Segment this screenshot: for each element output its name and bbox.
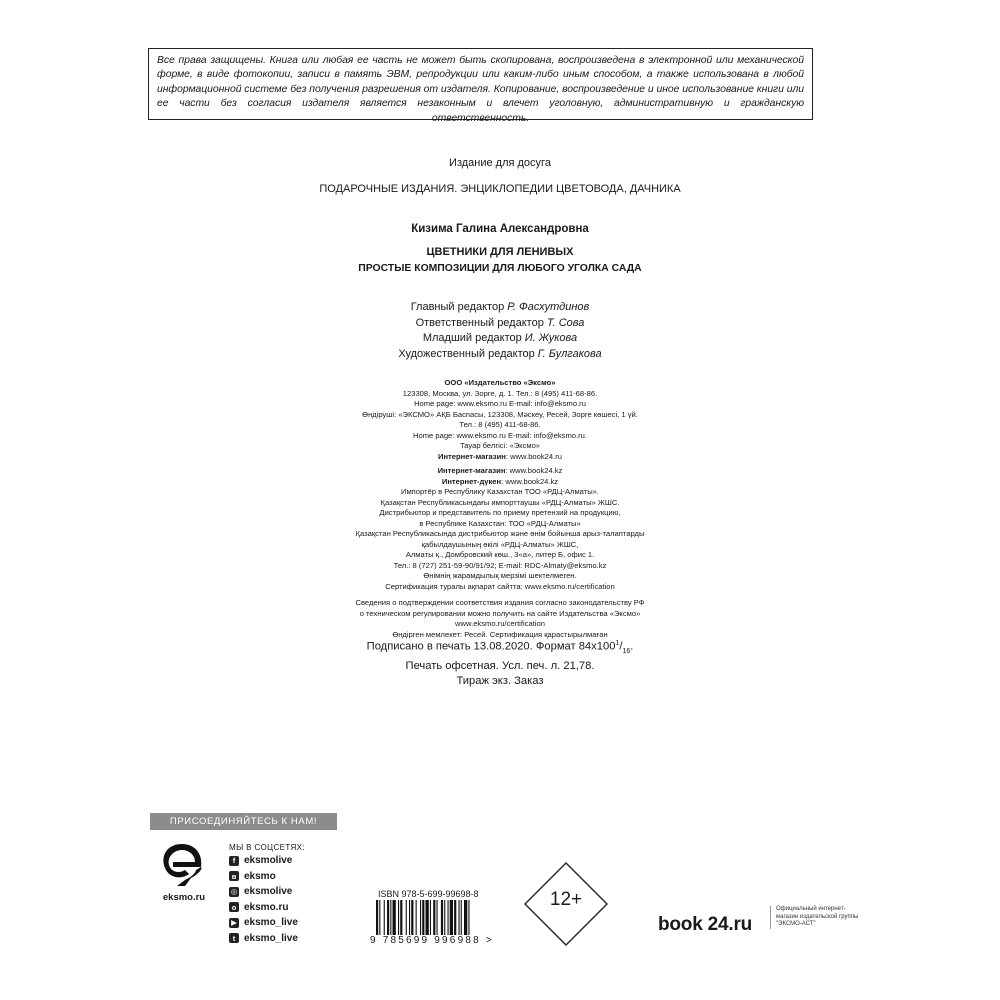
kz-line: Алматы қ., Домбровский көш., 3«а», литер Б, офис 1.: [405, 550, 595, 559]
kz-line: Дистрибьютор и представитель по приему претензий на продукцию,: [379, 508, 621, 517]
editor-role: Ответственный редактор: [415, 316, 544, 329]
barcode-bar: [390, 900, 391, 936]
cert-line: Өндірген мемлекет: Ресей. Сертификация қарастырылмаған: [392, 629, 608, 639]
instagram-icon: ◎: [230, 887, 238, 897]
book24-note: Официальный интернет-магазин издательской группы "ЭКСМО-АСТ": [770, 906, 866, 929]
publisher-name: ООО «Издательство «Эксмо»: [444, 378, 556, 387]
editor-role: Художественный редактор: [398, 347, 535, 360]
barcode-bar: [422, 900, 424, 936]
print-line-1: Подписано в печать 13.08.2020. Формат $84x100^1/_{16}$.: [366, 640, 634, 655]
barcode-bar: [376, 900, 378, 936]
editor-line: [360, 347, 640, 363]
barcode-bar: [448, 900, 449, 936]
kz-line: Қазақстан Республикасындағы импорттаушы «РДЦ-Алматы» ЖШС.: [380, 497, 620, 507]
barcode-bar: [426, 900, 429, 936]
barcode-bar: [411, 900, 413, 936]
social-label: eksmo.ru: [244, 901, 289, 913]
eksmo-logo: [155, 840, 210, 930]
print-line-end: .: [630, 640, 634, 653]
cert-line: www.eksmo.ru/certification: [455, 619, 545, 628]
publisher-imprint: [330, 378, 670, 640]
editor-name: Р. Фасхутдинов: [507, 301, 590, 313]
social-label: eksmo: [244, 870, 276, 882]
barcode-bar: [464, 900, 467, 936]
facebook-icon: f: [229, 856, 239, 866]
barcode-bar: [379, 900, 380, 936]
editor-line: [360, 300, 640, 316]
barcode-bar: [416, 900, 417, 936]
social-item-twitter[interactable]: [229, 931, 298, 947]
copyright-text: Все права защищены. Книга или любая ее часть не может быть скопирована, воспроизведена в электронной или механической форме, в виде фотокопии, записи в память ЭВМ, репродукции или каким-либо иным способом, а также использована в любой информационной системе без получения разрешения от издателя. Копирование, воспроизведение и иное использование книги или ее части без согласия издателя является незаконным и влечет уголовную, административную и гражданскую ответственность.: [157, 55, 804, 124]
editor-role: Младший редактор: [422, 332, 522, 345]
social-item-instagram[interactable]: [229, 884, 298, 900]
book-subtitle: ПРОСТЫЕ КОМПОЗИЦИИ ДЛЯ ЛЮБОГО УГОЛКА САДА: [358, 263, 642, 274]
social-list: [229, 853, 298, 946]
barcode-bar: [384, 900, 385, 936]
shop-ru-line: [330, 452, 670, 463]
author-name: Кизима Галина Александровна: [411, 223, 589, 235]
imprint-line: Өндіруші: «ЭКСМО» АҚБ Баспасы, 123308, Мәскеу, Ресей, Зорге көшесі, 1 үй.: [362, 409, 638, 419]
series-title: ПОДАРОЧНЫЕ ИЗДАНИЯ. ЭНЦИКЛОПЕДИИ ЦВЕТОВОДА, ДАЧНИКА: [319, 183, 681, 195]
barcode-bar: [430, 900, 431, 936]
isbn: ISBN 978-5-699-99698-8: [378, 889, 479, 899]
kz-line: қабылдаушының өкілі «РДЦ-Алматы» ЖШС,: [421, 539, 579, 549]
barcode-bar: [461, 900, 462, 936]
editor-name: Г. Булгакова: [537, 347, 602, 360]
barcode-bar: [468, 900, 469, 936]
shop-ru-value: : www.book24.ru: [505, 451, 562, 461]
cert-line: о техническом регулировании можно получить на сайте Издательства «Эксмо»: [359, 608, 641, 618]
social-item-ok[interactable]: [229, 900, 298, 916]
twitter-icon: t: [229, 933, 239, 943]
barcode-bar: [433, 900, 435, 936]
barcode-bar: [406, 900, 407, 936]
shop-kz2-value: : www.book24.kz: [501, 476, 559, 486]
social-label: eksmo_live: [244, 917, 298, 929]
social-label: eksmolive: [244, 886, 293, 898]
print-info: [340, 636, 660, 689]
eksmo-site[interactable]: eksmo.ru: [162, 892, 206, 903]
ok-icon: о: [229, 902, 239, 912]
book24-logo[interactable]: book 24.ru: [658, 914, 753, 935]
kz-line: Өнімнің жарамдылық мерзімі шектелмеген.: [423, 571, 577, 580]
format-numerator: 1: [615, 640, 620, 647]
editor-line: [360, 331, 640, 347]
imprint-line: Тауар белгісі: «Эксмо»: [459, 441, 541, 450]
barcode-bar: [444, 900, 445, 936]
barcode-bar: [409, 900, 410, 936]
shop-kz2-line: [330, 477, 670, 488]
shop-kz-label: Интернет-магазин: [437, 466, 506, 475]
imprint-line: 123308, Москва, ул. Зорге, д. 1. Тел.: 8 (495) 411-68-86.: [402, 388, 598, 398]
age-rating: 12+: [549, 889, 583, 910]
youtube-icon: ▶: [229, 918, 239, 928]
social-title: МЫ В СОЦСЕТЯХ:: [229, 843, 306, 852]
barcode-bar: [450, 900, 453, 936]
editor-line: [360, 316, 640, 332]
print-format: Подписано в печать 13.08.2020. Формат 84x100: [366, 640, 616, 653]
print-line-2: Печать офсетная. Усл. печ. л. 21,78.: [405, 659, 595, 672]
kz-line: Қазақстан Республикасында дистрибьютор және өнім бойынша арыз-талаптарды: [355, 529, 645, 538]
shop-kz-line: [330, 466, 670, 477]
barcode-bar: [441, 900, 443, 936]
shop-ru-label: Интернет-магазин: [438, 451, 506, 461]
barcode-bar: [398, 900, 399, 936]
print-line-3: Тираж экз. Заказ: [456, 674, 544, 687]
kz-line: Импортёр в Республику Казахстан ТОО «РДЦ-Алматы».: [400, 487, 599, 496]
editors-list: [360, 300, 640, 362]
imprint-line: Home page: www.eksmo.ru E-mail: info@eksmo.ru.: [413, 430, 587, 440]
shop-kz-value: : www.book24.kz: [505, 466, 563, 475]
social-item-youtube[interactable]: [229, 915, 298, 931]
editor-role: Главный редактор: [410, 301, 505, 313]
copyright-notice: [148, 48, 813, 124]
kz-line: в Республике Казахстан: ТОО «РДЦ-Алматы»: [419, 518, 581, 528]
eksmo-logo-icon: [155, 840, 210, 890]
barcode-bar: [420, 900, 421, 936]
editor-name: Т. Сова: [546, 316, 585, 329]
barcode-bar: [459, 900, 460, 936]
vk-icon: в: [229, 871, 239, 881]
book-title: ЦВЕТНИКИ ДЛЯ ЛЕНИВЫХ: [426, 246, 574, 258]
imprint-line: Тел.: 8 (495) 411-68-86.: [459, 420, 541, 429]
social-item-vk[interactable]: [229, 869, 298, 885]
barcode-bar: [400, 900, 402, 936]
barcode-icon: [370, 900, 500, 936]
barcode-bar: [437, 900, 438, 936]
social-label: eksmo_live: [244, 932, 298, 944]
barcode-bar: [454, 900, 456, 936]
editor-name: И. Жукова: [524, 332, 578, 345]
social-item-facebook[interactable]: [229, 853, 298, 869]
imprint-line: Home page: www.eksmo.ru E-mail: info@eksmo.ru: [414, 399, 586, 408]
kz-line: Тел.: 8 (727) 251-59-90/91/92; E-mail: RDC-Almaty@eksmo.kz: [393, 560, 607, 570]
social-label: eksmolive: [244, 855, 293, 867]
shop-kz2-label: Интернет-дүкен: [441, 476, 502, 486]
kz-line: Сертификация туралы ақпарат сайтта: www.eksmo.ru/certification: [385, 581, 615, 591]
barcode-bar: [393, 900, 396, 936]
edition-type: Издание для досуга: [449, 157, 551, 169]
join-us-banner: ПРИСОЕДИНЯЙТЕСЬ К НАМ!: [150, 813, 337, 830]
barcode-bar: [387, 900, 389, 936]
format-denominator: 16: [622, 647, 631, 655]
barcode-number: 9 785699 996988 >: [370, 935, 500, 946]
cert-line: Сведения о подтверждении соответствия издания согласно законодательству РФ: [355, 598, 645, 607]
